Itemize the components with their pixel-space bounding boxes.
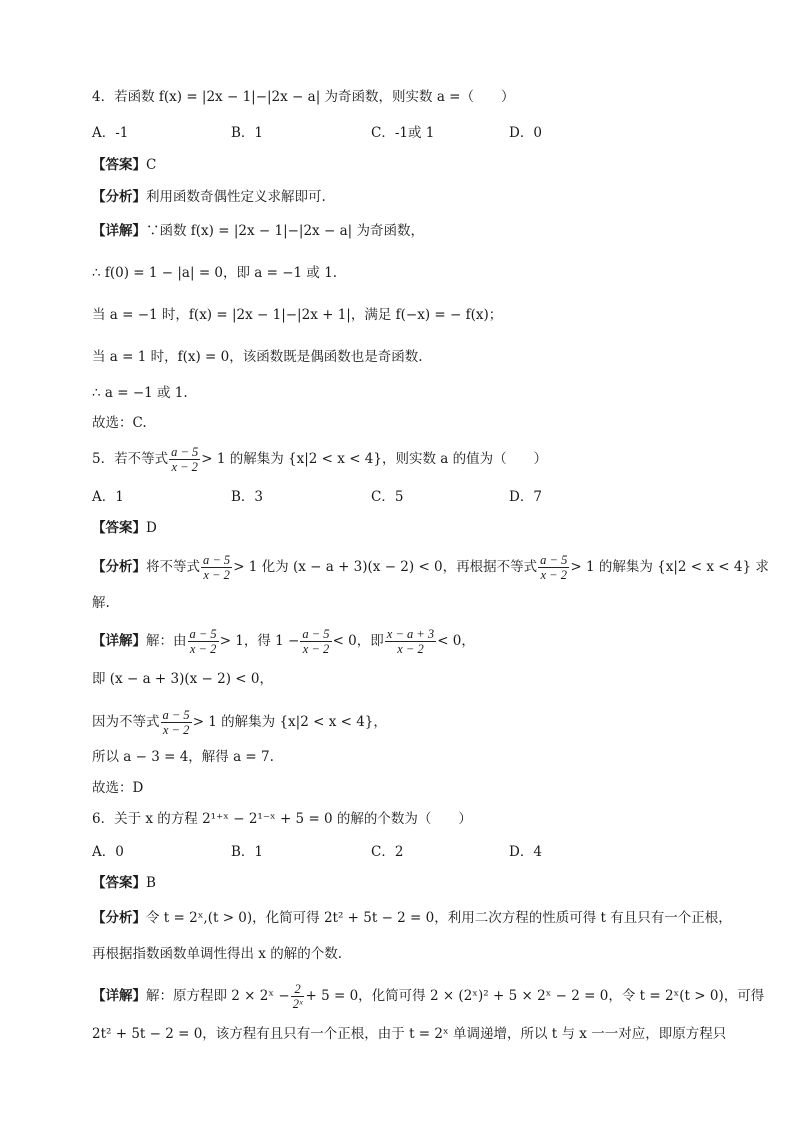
analysis-tag: 【分析】 (92, 910, 146, 926)
q4-detail-line-2: ∴ f(0) = 1 − |a| = 0，即 a = −1 或 1. (92, 265, 338, 281)
answer-tag: 【答案】 (92, 520, 146, 536)
answer-tag: 【答案】 (92, 157, 146, 173)
q5-detail-line-1: 【详解】解：由 $\frac{a - 5}{x - 2}$ > 1，得 1 − $\frac{a - 5}{x - 2}$ < 0，即 $\frac{x - a + 3}{x - 2}$ < 0， (92, 627, 475, 656)
q5-option-d: D．7 (509, 489, 542, 505)
q6-answer: B (146, 875, 156, 891)
detail-tag: 【详解】 (92, 633, 146, 649)
q5-conclusion: 故选：D (92, 780, 144, 796)
q6-analysis-line-1: 【分析】令 t = 2ˣ,(t > 0)，化简可得 2t² + 5t − 2 = 0，利用二次方程的性质可得 t 有且只有一个正根， (92, 910, 732, 926)
q5-analysis-line: 【分析】将不等式 $\frac{a - 5}{x - 2}$ > 1 化为 (x − a + 3)(x − 2) < 0，再根据不等式 $\frac{a - 5}{x - 2}$ > 1 的解集为 {x|2 < x < 4} 求 (92, 553, 769, 582)
q6-detail-line-2: 2t² + 5t − 2 = 0，该方程有且只有一个正根，由于 t = 2ˣ 单调递增，所以 t 与 x 一一对应，即原方程只 (92, 1026, 727, 1042)
q6-detail-line-1: 【详解】解：原方程即 2 × 2ˣ − $\frac{2}{\text{2ˣ}}$ + 5 = 0，化简可得 2 × (2ˣ)² + 5 × 2ˣ − 2 = 0，令 t = 2ˣ(t > 0)，可得 (92, 982, 765, 1011)
fraction: $\frac{a - 5}{x - 2}$ (203, 553, 231, 582)
q4-analysis: 利用函数奇偶性定义求解即可. (146, 189, 326, 205)
fraction: $\frac{a - 5}{x - 2}$ (189, 627, 217, 656)
q5-option-a: A．1 (92, 489, 124, 505)
fraction: $\frac{a - 5}{x - 2}$ (162, 708, 190, 737)
answer-tag: 【答案】 (92, 875, 146, 891)
q6-option-a: A．0 (92, 844, 124, 860)
q4-option-d: D．0 (509, 125, 542, 141)
q5-analysis-cont: 解. (92, 595, 110, 611)
q4-detail-1: ∵函数 f(x) = |2x − 1|−|2x − a| 为奇函数， (146, 223, 424, 239)
q4-detail-line-3: 当 a = −1 时，f(x) = |2x − 1|−|2x + 1|，满足 f(−x) = − f(x)； (92, 307, 503, 323)
q4-option-b: B．1 (231, 125, 264, 141)
q4-answer: C (146, 157, 157, 173)
q6-analysis-line-2: 再根据指数函数单调性得出 x 的解的个数. (92, 946, 342, 962)
q5-detail-line-4: 所以 a − 3 = 4，解得 a = 7. (92, 749, 274, 765)
fraction: $\frac{a - 5}{x - 2}$ (302, 627, 330, 656)
q5-option-c: C．5 (371, 489, 404, 505)
analysis-tag: 【分析】 (92, 559, 146, 575)
q6-option-c: C．2 (371, 844, 404, 860)
q4-conclusion: 故选：C. (92, 415, 147, 431)
q5-detail-line-2: 即 (x − a + 3)(x − 2) < 0， (92, 671, 273, 687)
q6-answer-line (92, 872, 156, 894)
q5-option-b: B．3 (231, 489, 264, 505)
q5-answer-line (92, 517, 157, 539)
q4-detail-line-1 (92, 220, 424, 242)
q4-answer-line (92, 154, 156, 176)
q5-stem: 5．若不等式 $\frac{a - 5}{x - 2}$ > 1 的解集为 {x|2 < x < 4}，则实数 a 的值为（ ） (92, 445, 548, 474)
q4-detail-line-5: ∴ a = −1 或 1. (92, 385, 188, 401)
detail-tag: 【详解】 (92, 988, 146, 1004)
q5-detail-line-3: 因为不等式 $\frac{a - 5}{x - 2}$ > 1 的解集为 {x|2 < x < 4}， (92, 708, 387, 737)
q4-stem: 4．若函数 f(x) = |2x − 1|−|2x − a| 为奇函数，则实数 a =（ ） (92, 89, 515, 105)
q5-answer: D (146, 520, 157, 536)
analysis-tag: 【分析】 (92, 189, 146, 205)
fraction: $\frac{x - a + 3}{x - 2}$ (386, 627, 435, 656)
q4-analysis-line (92, 186, 326, 208)
q4-option-a: A．-1 (92, 125, 129, 141)
fraction: $\frac{a - 5}{x - 2}$ (540, 553, 568, 582)
q6-option-b: B．1 (231, 844, 264, 860)
q6-option-d: D．4 (509, 844, 542, 860)
q6-stem: 6．关于 x 的方程 2¹⁺ˣ − 2¹⁻ˣ + 5 = 0 的解的个数为（ ） (92, 811, 472, 827)
q4-option-c: C．-1或 1 (371, 125, 435, 141)
fraction: $\frac{a - 5}{x - 2}$ (171, 445, 199, 474)
q4-detail-line-4: 当 a = 1 时，f(x) = 0，该函数既是偶函数也是奇函数. (92, 349, 423, 365)
fraction: $\frac{2}{\text{2ˣ}}$ (292, 982, 303, 1011)
detail-tag: 【详解】 (92, 223, 146, 239)
